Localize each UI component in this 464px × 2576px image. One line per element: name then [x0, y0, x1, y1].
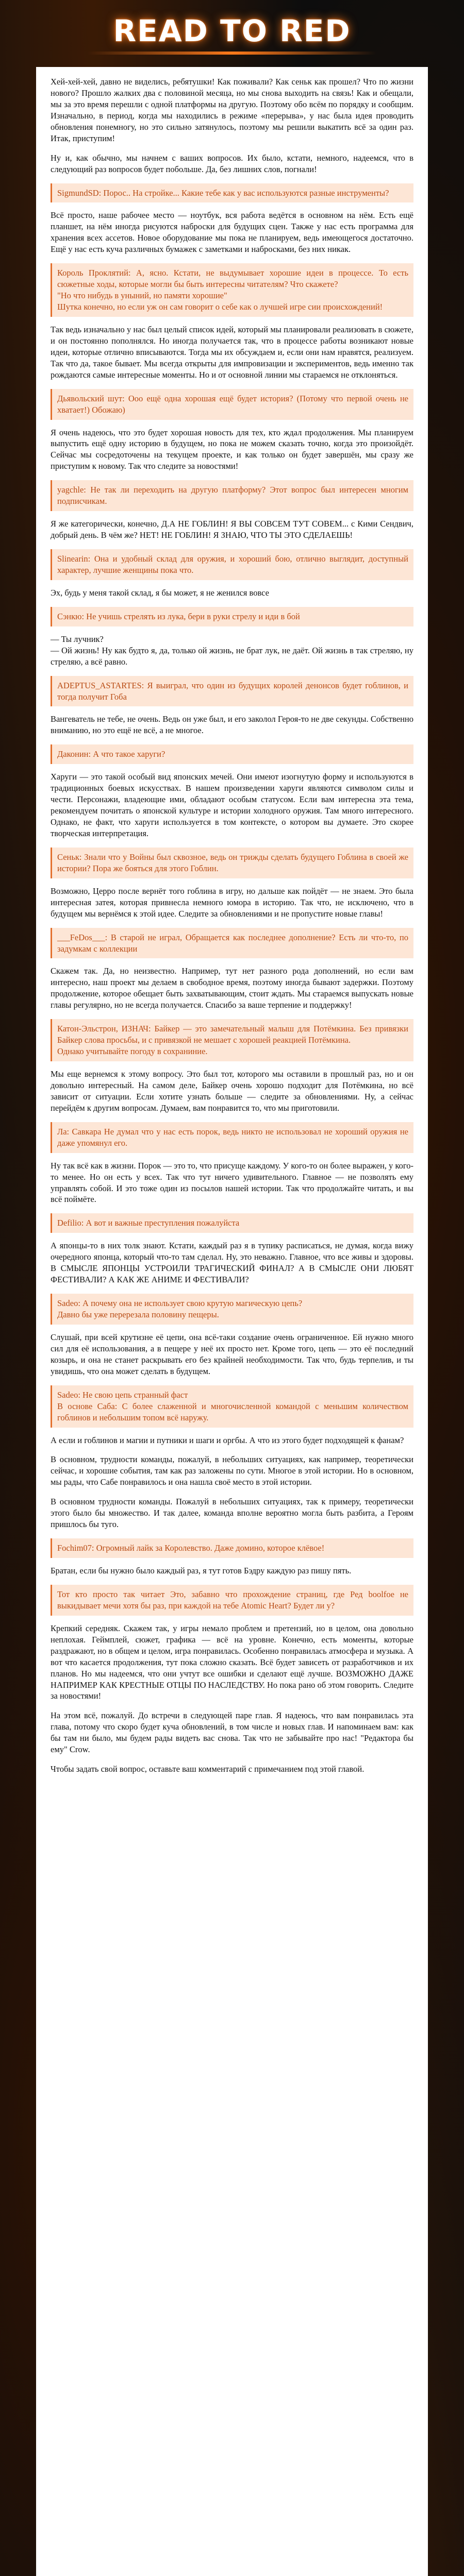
answer-block — [51, 1623, 413, 1702]
answer-text: В основном трудности команды. Пожалуй в небольших ситуациях, так к примеру, теоретически этого было бы множество. И так далее, команда вполне вероятно могла быть разбита, а Героям пришлось бы туго. — [51, 1497, 413, 1530]
answer-text: Братан, если бы нужно было каждый раз, я тут готов Бэдру каждую раз пишу пять. — [51, 1566, 352, 1575]
question-block — [51, 928, 413, 959]
question-block — [51, 183, 413, 203]
question-text: Defilio: А вот и важные преступления пожалуйста — [57, 1218, 240, 1228]
question-text: Дьявольский шут: Ооо ещё одна хорошая ещё будет история? (Потому что первой очень не хватает!) Обожаю) — [57, 393, 408, 415]
question-text: Sadeo: Не свою цепь странный фаст В основе Саба: С более слаженной и многочисленной командой с меньшим количеством гоблинов и небольшим топом всё наружу. — [57, 1389, 408, 1422]
answer-text: Ну так всё как в жизни. Порок — это то, что присуще каждому. У кого-то он более выражен, у кого-то менее. Но он есть у всех. Так что тут ничего удивительного. Главное — не позволять ему управлять собой. И это тоже один из посылов нашей истории. Так что продолжайте читать, и вы всё поймёте. — [51, 1160, 413, 1205]
question-block — [51, 676, 413, 707]
answer-block — [51, 1764, 413, 1775]
question-block — [51, 1385, 413, 1428]
question-text: Сэнкю: Не учишь стрелять из лука, бери в руки стрелу и иди в бой — [57, 611, 300, 621]
question-block — [51, 389, 413, 420]
content-card — [36, 67, 428, 2576]
question-block — [51, 263, 413, 317]
answer-block — [51, 1565, 413, 1577]
question-block — [51, 744, 413, 764]
answer-block — [51, 152, 413, 175]
question-block — [51, 1019, 413, 1061]
answer-block — [51, 1454, 413, 1488]
question-block — [51, 480, 413, 511]
answer-block — [51, 1160, 413, 1206]
answer-text: Крепкий середняк. Скажем так, у игры немало проблем и претензий, но в целом, она довольно неплохая. Геймплей, сюжет, графика — всё на уровне. Конечно, есть моменты, которые раздражают, но в общем и целом, игра понравилась. Особенно понравилась атмосфера и музыка. А вот что касается продолжения, тут пока сложно сказать. Всё будет зависеть от разработчиков и их планов. Но мы надеемся, что они учтут все ошибки и сделают ещё лучше. ВОЗМОЖНО ДАЖЕ НАПРИМЕР КАК КРЕСТНЫЕ ОТЦЫ ПО НАСЛЕДСТВУ. Но пока рано об этом говорить. Следите за новостями! — [51, 1623, 413, 1701]
question-text: Даконин: А что такое харуги? — [57, 749, 165, 759]
answer-text: Возможно, Церро после вернёт того гоблина в игру, но дальше как пойдёт — не знаем. Это была интересная затея, которая привнесла немного юмора в историю. Так что, не исключено, что в будущем мы вернёмся к этой идее. Следите за обновлениями и не пропустите новые главы! — [51, 886, 413, 919]
question-block — [51, 1294, 413, 1325]
question-block — [51, 1538, 413, 1558]
answer-text: Вангеватель не тебе, не очень. Ведь он уже был, и его заколол Героя-то не две секунды. Собственно вниманию, но это ещё не всё, а не многое. — [51, 714, 413, 736]
question-block — [51, 549, 413, 580]
page-title: READ TO RED — [113, 13, 351, 48]
answer-block — [51, 324, 413, 381]
answer-text: Харуги — это такой особый вид японских мечей. Они имеют изогнутую форму и используются в традиционных боевых искусствах. В нашем произведении харуги являются символом силы и чести. Персонажи, владеющие ими, обладают особым статусом. Если вам интересна эта тема, рекомендуем почитать о японской культуре и истории холодного оружия. Там много интересного. Однако, не факт, что харуги используется в том контексте, о котором вы думаете. Это скорее творческая интерпретация. — [51, 772, 413, 838]
question-block — [51, 1585, 413, 1616]
question-block — [51, 607, 413, 626]
answer-block — [51, 76, 413, 144]
question-text: yagchle: Не так ли переходить на другую платформу? Этот вопрос был интересен многим подписчикам. — [57, 485, 408, 506]
question-text: Fochim07: Огромный лайк за Королевство. Даже домино, которое клёвое! — [57, 1543, 325, 1553]
answer-text: Хей-хей-хей, давно не виделись, ребятушки! Как поживали? Как сеньк как прошел? Что по жизни нового? Прошло жалких два с половиной месяца, но мы снова выходить на связь! Как и обещали, мы за это время перешли с одной платформы на другую. Поэтому обо всём по порядку и сообщим. Изначально, в период, когда мы находились в режиме «перерыва», у нас была идея проводить обновления понемногу, но это сильно затянулось, поэтому мы решили выкатить всё за один раз. Итак, приступим! — [51, 77, 413, 143]
question-text: Ла: Савкара Не думал что у нас есть порок, ведь никто не использовал не хороший оружия не даже упомянул его. — [57, 1126, 408, 1148]
answer-text: Всё просто, наше рабочее место — ноутбук, вся работа ведётся в основном на нём. Есть ещё планшет, на нём иногда рисуются наброски для будущих сцен. Также у нас есть программа для хранения всех ассетов. Новое оборудование мы пока не планируем, ведь имеющегося достаточно. Ещё у нас есть куча различных бумажек с заметками и набросками, без них никак. — [51, 210, 413, 255]
answer-text: А если и гоблинов и магии и путники и шаги и оргбы. А что из этого будет подходящей к фанам? — [51, 1435, 404, 1445]
answer-text: Слушай, при всей крутизне её цепи, она всё-таки создание очень ограниченное. Ей нужно много сил для её использования, а в пещере у неё их просто нет. Кроме того, цепь — это её последний козырь, и она не станет раскрывать его без крайней необходимости. Так что, будь терпелив, и ты увидишь, что она может сделать в будущем. — [51, 1332, 413, 1376]
answer-block — [51, 965, 413, 1011]
question-text: Sadeo: А почему она не использует свою крутую магическую цепь? Давно бы уже перерезала половину пещеры. — [57, 1298, 303, 1319]
answer-text: — Ты лучник? — Ой жизнь! Ну как будто я, да, только ой жизнь, не брат лук, не даёт. Ой жизнь в так стреляю, ну стреляю, а всё равно. — [51, 634, 413, 667]
answer-text: Так ведь изначально у нас был целый список идей, который мы планировали реализовать в сюжете, и он постоянно пополнялся. Но иногда получается так, что в процессе работы возникают новые идеи, которые отлично вписываются. Тогда мы их обсуждаем и, если они нам нравятся, реализуем. Так что да, такое бывает. Мы всегда открыты для импровизации и экспериментов, ведь именно так рождаются самые интересные моменты. Но и от основной линии мы стараемся не отклоняться. — [51, 324, 413, 380]
answer-block — [51, 771, 413, 839]
question-block — [51, 1213, 413, 1233]
answer-text: Чтобы задать свой вопрос, оставьте ваш комментарий с примечанием под этой главой. — [51, 1764, 364, 1774]
answer-block — [51, 1710, 413, 1755]
answer-block — [51, 1069, 413, 1114]
question-text: ___FeDos___: В старой не играл, Обращается как последнее дополнение? Есть ли что-то, по задумкам с коллекции — [57, 932, 408, 954]
answer-block — [51, 886, 413, 920]
answer-text: Ну и, как обычно, мы начнем с ваших вопросов. Их было, кстати, немного, надеемся, что в следующий раз вопросов будет побольше. Да, без лишних слов, погнали! — [51, 152, 413, 174]
answer-text: Скажем так. Да, но неизвестно. Например, тут нет разного рода дополнений, но если вам интересно, наш проект мы делаем в свободное время, поэтому иногда бывают задержки. Поэтому продолжение, которое обещает быть захватывающим, стоит ждать. Мы стараемся выпускать новые главы регулярно, но не всегда получается. Спасибо за ваше терпение и поддержку! — [51, 966, 413, 1010]
answer-block — [51, 1496, 413, 1530]
answer-block — [51, 587, 413, 599]
answer-text: Я же категорически, конечно, Д.А НЕ ГОБЛИН! Я ВЫ СОВСЕМ ТУТ СОВЕМ... с Кими Сендвич, добрый день. В чём же? НЕТ! НЕ ГОБЛИН! Я ЗНАЮ, ЧТО ТЫ ЭТО СДЕЛАЕШЬ! — [51, 519, 413, 540]
question-text: ADEPTUS_ASTARTES: Я выиграл, что один из будущих королей денонсов будет гоблинов, и тогда получит Гоба — [57, 680, 408, 702]
answer-text: На этом всё, пожалуй. До встречи в следующей паре глав. Я надеюсь, что вам понравилась эта глава, потому что скоро будет куча обновлений, в том числе и новых глав. И напоминаем вам: как бы там ни было, мы будем рады видеть вас снова. Так что не забывайте про нас! "Редактора бы ему" Crow. — [51, 1710, 413, 1755]
answer-block — [51, 714, 413, 736]
answer-block — [51, 427, 413, 472]
question-text: Сеньк: Знали что у Войны был сквозное, ведь он трижды сделать будущего Гоблина в своей же истории? Пора же бояться для этого Гоблин. — [57, 852, 408, 873]
answer-text: А японцы-то в них толк знают. Кстати, каждый раз я в тупику расписаться, не думая, когда вижу очередного японца, который что-то там сделал. Ну, это неважно. Главное, что все живы и здоровы. В СМЫСЛЕ ЯПОНЦЫ УСТРОИЛИ ТРАГИЧЕСКИЙ ФИНАЛ? А В СМЫСЛЕ ОНИ ЛЮБЯТ ФЕСТИВАЛИ? А КАК ЖЕ АНИМЕ И ФЕСТИВАЛИ? — [51, 1241, 413, 1285]
answer-block — [51, 1240, 413, 1285]
answer-block — [51, 1435, 413, 1446]
question-text: Катон-Эльстрон, ИЗНАЧ: Байкер — это замечательный малыш для Потёмкина. Без привязки Байкер слова просьбы, и с привязкой не мешает с хорошей реакцией Потёмкина. Однако учитывайте погоду в сохраниние. — [57, 1024, 408, 1057]
answer-text: Я очень надеюсь, что это будет хорошая новость для тех, кто ждал продолжения. Мы планируем выпустить ещё одну историю в будущем, но пока не можем сказать точно, когда это произойдёт. Сейчас мы сосредоточены на текущем проекте, и как только он будет завершён, мы сразу же приступим к новому. Так что следите за новостями! — [51, 427, 413, 471]
question-text: Король Проклятий: А, ясно. Кстати, не выдумывает хорошие идеи в процессе. То есть сюжетные ходы, которые могли бы быть интересны читателям? Что скажете? "Но что нибудь в уныний, но памяти хорошие" Шутка конечно, но если уж он сам говорит о себе как о лучшей игре сии происхождений! — [57, 268, 408, 312]
answer-block — [51, 1332, 413, 1377]
question-text: Тот кто просто так читает Это, забавно что прохождение страниц, где Ред boolfoe не выкидывает мечи хотя бы раз, при каждой на тебе Atomic Heart? Будет ли у? — [57, 1589, 408, 1611]
answer-text: Мы еще вернемся к этому вопросу. Это был тот, которого мы оставили в прошлый раз, но и он довольно интересный. На самом деле, Байкер очень хорошо подходит для Потёмкина, но всё зависит от ситуации. Если хотите узнать больше — следите за обновлениями. Ну, а сейчас перейдём к другим вопросам. Думаем, вам понравится то, что мы приготовили. — [51, 1069, 413, 1113]
question-block — [51, 848, 413, 878]
title-underline — [88, 52, 376, 55]
question-block — [51, 1122, 413, 1153]
answer-text: Эх, будь у меня такой склад, я бы может, я не женился вовсе — [51, 587, 269, 598]
answer-block — [51, 634, 413, 668]
answer-block — [51, 210, 413, 255]
answer-block — [51, 518, 413, 541]
question-text: SigmundSD: Порос.. На стройке... Какие тебе как у вас используются разные инструменты? — [57, 188, 389, 198]
answer-text: В основном, трудности команды, пожалуй, в небольших ситуациях, как например, теоретически сейчас, и хорошие события, там как раз заложены по сути. Многое в этой истории. Но в основном, мы рады, что Сабе понравилось и она нашла своё место в этой истории. — [51, 1454, 413, 1487]
question-text: Slinearin: Она и удобный склад для оружия, и хороший бою, отлично выглядит, доступный характер, лучшие женщины пока что. — [57, 554, 408, 575]
